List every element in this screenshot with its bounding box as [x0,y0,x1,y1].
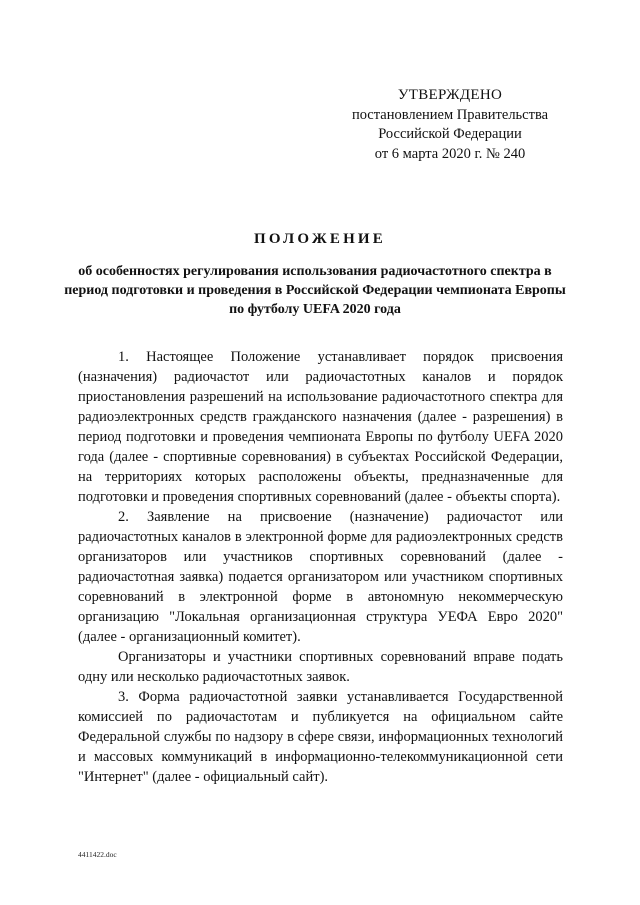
document-title: ПОЛОЖЕНИЕ [253,231,387,247]
approval-line-3: от 6 марта 2020 г. № 240 [374,145,526,162]
paragraph-3: 3. Форма радиочастотной заявки устанавливается Государственной комиссией по радиочастотам и публикуется на официальном сайте Федеральной службы по надзору в сфере связи, информационных технологий и массовых коммуникаций в информационно-телекоммуникационной сети "Интернет" (далее - официальный сайт). [78,689,563,785]
file-name-footer: 4411422.doc [78,850,117,859]
paragraph-2: 2. Заявление на присвоение (назначение) радиочастот или радиочастотных каналов в электронной форме для радиоэлектронных средств организаторов или участников спортивных соревнований (далее - радиочастотная заявка) подается организатором или участником спортивных соревнований в электронной форме в автономную некоммерческую организацию "Локальная организационная структура УЕФА Евро 2020" (далее - организационный комитет). [78,509,563,645]
document-subtitle: об особенностях регулирования использования радиочастотного спектра в период подготовки и проведения в Российской Федерации чемпионата Европы по футболу UEFA 2020 года [64,264,566,317]
document-body [78,347,563,787]
paragraph-1: 1. Настоящее Положение устанавливает порядок присвоения (назначения) радиочастот или радиочастотных каналов и порядок приостановления разрешений на использование радиочастотного спектра для радиоэлектронных средств гражданского назначения (далее - разрешения) в период подготовки и проведения чемпионата Европы по футболу UEFA 2020 года (далее - спортивные соревнования) в субъектах Российской Федерации, на территориях которых расположены объекты, предназначенные для подготовки и проведения спортивных соревнований (далее - объекты спорта). [78,349,563,505]
approval-line-1: постановлением Правительства [351,106,549,123]
approval-stamp [330,86,570,164]
paragraph-2-continued: Организаторы и участники спортивных соревнований вправе подать одну или несколько радиочастотных заявок. [78,649,563,685]
approval-line-2: Российской Федерации [378,126,522,142]
approval-heading: УТВЕРЖДЕНО [397,87,503,103]
